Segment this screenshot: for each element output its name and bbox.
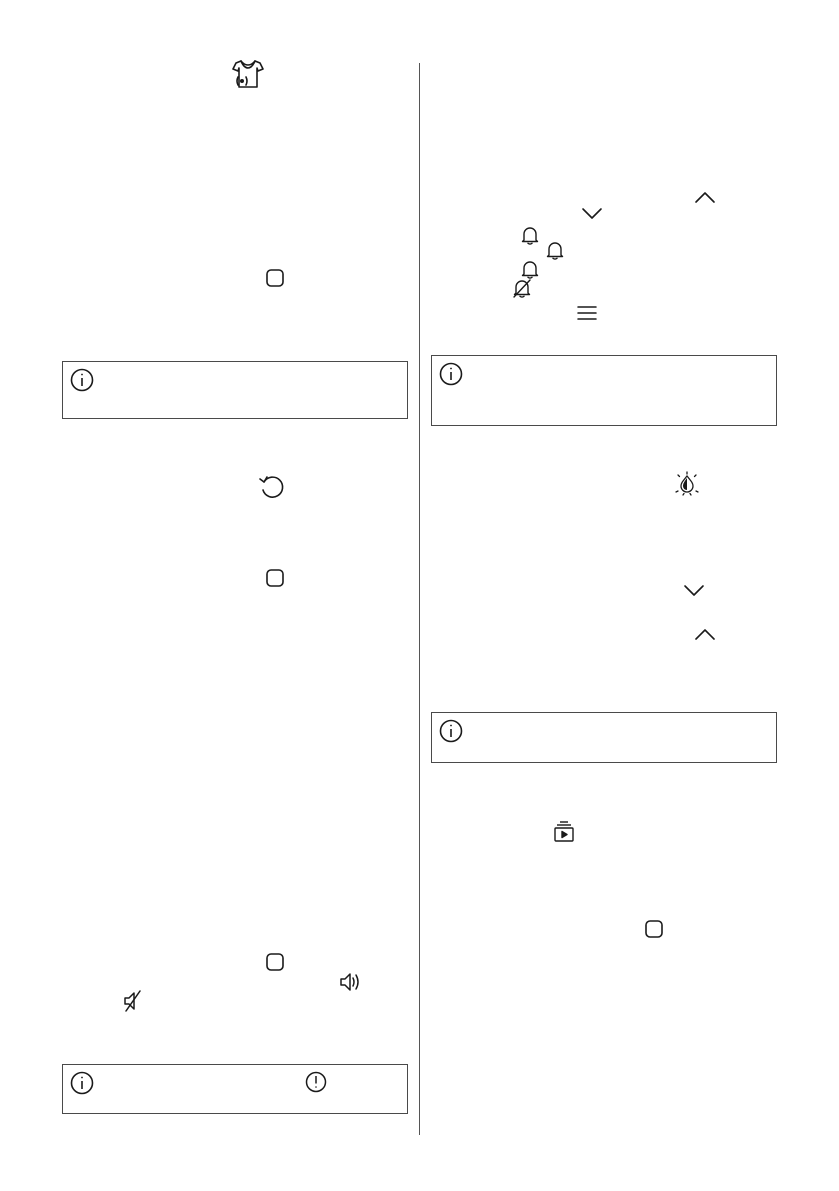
square-button-icon	[266, 953, 284, 971]
light-bulb-icon	[674, 471, 700, 497]
info-icon	[439, 362, 463, 386]
power-exclamation-icon	[305, 1071, 327, 1093]
speaker-muted-icon	[122, 989, 144, 1013]
bell-icon	[521, 225, 539, 245]
menu-icon	[577, 305, 597, 321]
chevron-up-icon	[694, 627, 716, 641]
info-icon	[70, 368, 94, 392]
info-icon	[70, 1071, 94, 1095]
chevron-down-icon	[581, 207, 603, 221]
info-box	[431, 355, 777, 426]
bell-muted-icon	[512, 277, 532, 299]
bell-icon	[521, 259, 539, 279]
undo-arrow-icon	[258, 473, 286, 501]
info-box	[62, 361, 408, 419]
info-icon	[439, 719, 463, 743]
square-button-icon	[266, 569, 284, 587]
play-stack-icon	[553, 820, 575, 842]
chevron-down-icon	[683, 584, 705, 598]
shirt-steam-icon	[230, 58, 264, 90]
bell-icon	[546, 240, 564, 260]
square-button-icon	[266, 269, 284, 287]
info-box	[431, 712, 777, 763]
column-divider	[419, 63, 420, 1135]
chevron-up-icon	[694, 190, 716, 204]
square-button-icon	[645, 920, 663, 938]
info-box	[62, 1064, 408, 1114]
speaker-on-icon	[339, 971, 363, 993]
